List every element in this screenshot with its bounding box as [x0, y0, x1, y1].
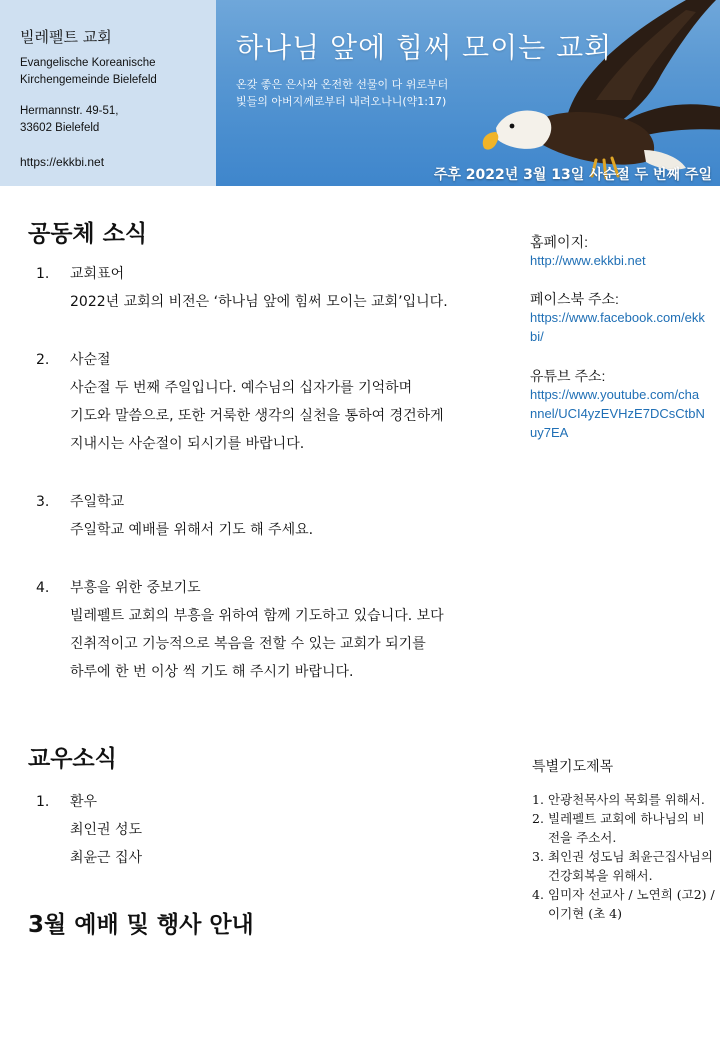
- news-item-text: 2022년 교회의 비전은 ‘하나님 앞에 힘써 모이는 교회’입니다.: [70, 294, 448, 310]
- church-name: 빌레펠트 교회: [20, 28, 112, 46]
- news-item-text: 사순절 두 번째 주일입니다. 예수님의 십자가를 기억하며: [70, 380, 413, 396]
- bible-verse-line-2: 빛들의 아버지께로부터 내려오나니(약1:17): [236, 95, 447, 108]
- prayer-item-text: 임미자 선교사 / 노연희 (고2) / 이기현 (초 4): [548, 887, 715, 921]
- news-item-text: 최윤근 집사: [70, 850, 143, 866]
- prayer-item: [532, 809, 716, 847]
- community-news-title: 공동체 소식: [28, 221, 148, 247]
- prayer-item: [532, 885, 716, 923]
- prayer-item-number: 4.: [532, 887, 544, 902]
- news-item-number: 1.: [36, 266, 50, 282]
- members-news-title: 교우소식: [28, 746, 117, 772]
- banner-title: 하나님 앞에 힘써 모이는 교회: [236, 31, 613, 64]
- homepage-link[interactable]: http://www.ekkbi.net: [530, 253, 646, 268]
- bible-verse-line-1: 온갖 좋은 은사와 온전한 선물이 다 위로부터: [236, 78, 449, 91]
- news-item-heading: 교회표어: [70, 266, 125, 282]
- sunday-date-label: 주후 2022년 3월 13일 사순절 두 번째 주일: [433, 167, 712, 183]
- news-item-number: 3.: [36, 494, 50, 510]
- prayer-item-text: 최인권 성도님 최윤근집사님의 건강회복을 위해서.: [548, 849, 713, 883]
- header-info-panel: [0, 0, 216, 186]
- news-item-heading: 부흥을 위한 중보기도: [70, 580, 201, 596]
- news-item-heading: 사순절: [70, 352, 111, 368]
- news-item-heading: 환우: [70, 794, 98, 810]
- header-banner: [216, 0, 720, 186]
- youtube-label: 유튜브 주소:: [530, 368, 606, 384]
- prayer-title: 특별기도제목: [532, 759, 614, 775]
- news-item-text: 주일학교 예배를 위해서 기도 해 주세요.: [70, 522, 314, 538]
- address-line-1: Hermannstr. 49-51,: [20, 105, 119, 117]
- news-item-heading: 주일학교: [70, 494, 125, 510]
- address-line-2: 33602 Bielefeld: [20, 122, 100, 134]
- news-item-number: 2.: [36, 352, 50, 368]
- news-item-text: 빌레펠트 교회의 부흥을 위하여 함께 기도하고 있습니다. 보다: [70, 608, 444, 624]
- news-item: [36, 488, 506, 544]
- prayer-item-number: 1.: [532, 792, 544, 807]
- prayer-list: [532, 790, 716, 923]
- facebook-label: 페이스북 주소:: [530, 291, 619, 307]
- prayer-item-number: 3.: [532, 849, 544, 864]
- prayer-item-number: 2.: [532, 811, 544, 826]
- homepage-label: 홈페이지:: [530, 234, 588, 250]
- prayer-item-text: 안광천목사의 목회를 위해서.: [548, 792, 705, 807]
- prayer-item: [532, 847, 716, 885]
- church-name-german-1: Evangelische Koreanische: [20, 57, 156, 69]
- news-item-text: 최인권 성도: [70, 822, 143, 838]
- news-item-number: 1.: [36, 794, 50, 810]
- youtube-link[interactable]: https://www.youtube.com/channel/UCI4yzEVHzE7DCsCtbNuy7EA: [530, 387, 705, 440]
- news-item: [36, 346, 506, 458]
- news-item-text: 진취적이고 기능적으로 복음을 전할 수 있는 교회가 되기를: [70, 636, 426, 652]
- news-item-number: 4.: [36, 580, 50, 596]
- prayer-item: [532, 790, 716, 809]
- website-text: https://ekkbi.net: [20, 155, 105, 169]
- news-item: [36, 260, 506, 316]
- church-name-german-2: Kirchengemeinde Bielefeld: [20, 74, 157, 86]
- community-news-list: [36, 260, 506, 716]
- members-news-list: [36, 788, 336, 902]
- news-item: [36, 788, 336, 872]
- prayer-item-text: 빌레펠트 교회에 하나님의 비전을 주소서.: [548, 811, 705, 845]
- bible-verse: [236, 76, 506, 110]
- news-item-text: 하루에 한 번 이상 씩 기도 해 주시기 바랍니다.: [70, 664, 354, 680]
- events-title: 3월 예배 및 행사 안내: [28, 912, 254, 938]
- news-item: [36, 574, 506, 686]
- facebook-link[interactable]: https://www.facebook.com/ekkbi/: [530, 310, 705, 344]
- news-item-text: 지내시는 사순절이 되시기를 바랍니다.: [70, 436, 305, 452]
- news-item-text: 기도와 말씀으로, 또한 거룩한 생각의 실천을 통하여 경건하게: [70, 408, 444, 424]
